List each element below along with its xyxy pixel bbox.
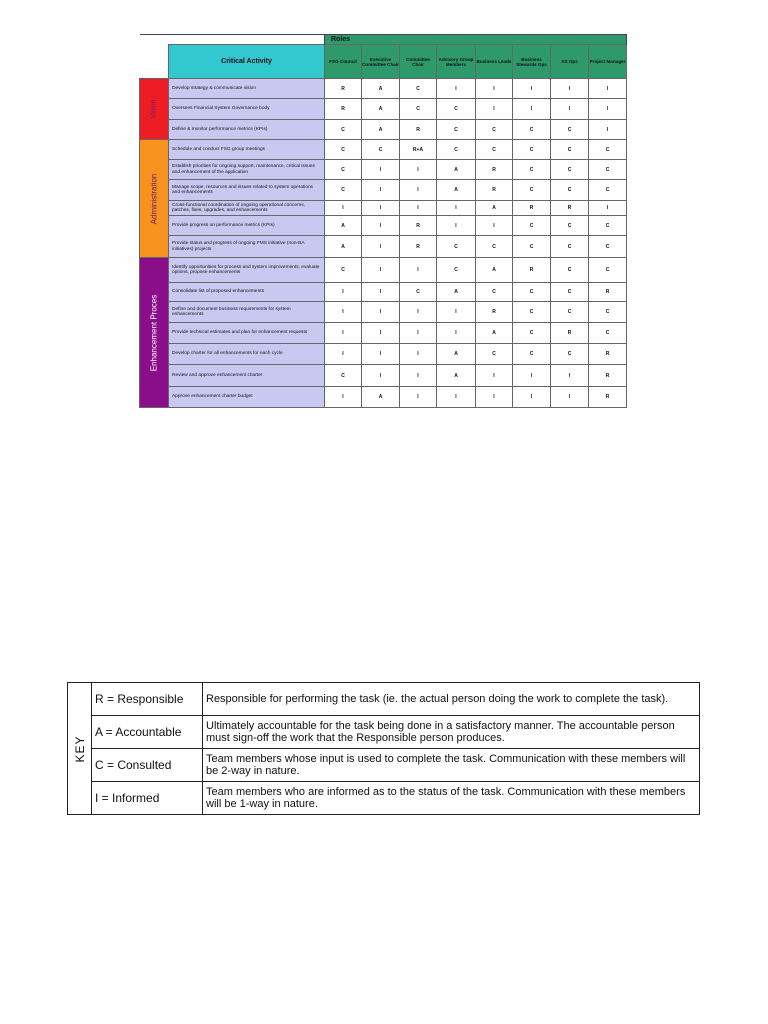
raci-code-cell: R+A [400,140,437,160]
raci-code-cell: C [400,283,437,302]
key-row [68,716,700,749]
raci-code-cell: C [513,216,551,236]
table-row [140,323,627,344]
raci-code-cell: I [362,160,400,180]
raci-code-cell: R [325,79,362,99]
raci-code-cell: R [589,387,627,408]
raci-code-cell: C [513,323,551,344]
key-label: KEY [72,734,87,763]
raci-code-cell: I [362,236,400,258]
roles-label: Roles [325,35,627,45]
raci-code-cell: C [437,140,476,160]
key-description: Ultimately accountable for the task being done in a satisfactory manner. The accountable person must sign-off the work that the Responsible person produces. [203,716,700,749]
table-row [140,236,627,258]
raci-code-cell: A [437,344,476,365]
raci-code-cell: I [362,283,400,302]
raci-code-cell: R [400,216,437,236]
raci-code-cell: R [551,201,589,216]
role-header: Advisory Group Members [437,45,476,79]
raci-code-cell: I [437,323,476,344]
table-row [140,120,627,140]
table-row [140,365,627,387]
raci-code-cell: C [589,180,627,201]
raci-code-cell: I [551,99,589,120]
raci-code-cell: I [325,323,362,344]
phase-label: Vision [150,99,158,119]
key-description: Responsible for performing the task (ie. the actual person doing the work to complete the task). [203,683,700,716]
raci-code-cell: C [551,140,589,160]
table-row [140,201,627,216]
role-header: Business Stewards Ops [513,45,551,79]
raci-code-cell: C [551,216,589,236]
raci-code-cell: C [437,99,476,120]
raci-code-cell: C [325,140,362,160]
raci-code-cell: I [325,387,362,408]
raci-code-cell: C [551,344,589,365]
raci-code-cell: A [476,258,513,283]
raci-code-cell: C [513,302,551,323]
raci-code-cell: I [476,79,513,99]
activity-cell: Approve enhancement charter budget [169,387,325,408]
roles-band-row [140,35,627,45]
raci-code-cell: I [400,365,437,387]
raci-code-cell: C [589,140,627,160]
raci-code-cell: I [362,180,400,201]
activity-cell: Manage scope, resources and issues related to system operations and enhancements [169,180,325,201]
phase-label: Administration [149,173,159,224]
key-term: A = Accountable [92,716,203,749]
raci-code-cell: C [325,365,362,387]
role-header: Project Manager [589,45,627,79]
raci-code-cell: C [551,160,589,180]
raci-code-cell: I [476,387,513,408]
raci-code-cell: C [325,120,362,140]
raci-code-cell: I [362,302,400,323]
raci-code-cell: C [551,283,589,302]
key-description: Team members who are informed as to the status of the task. Communication with these members will be 1-way in nature. [203,782,700,815]
activity-cell: Schedule and conduct FSG group meetings [169,140,325,160]
raci-code-cell: I [589,120,627,140]
raci-code-cell: I [325,344,362,365]
raci-code-cell: C [551,180,589,201]
role-header-row [140,45,627,79]
key-row [68,683,700,716]
raci-code-cell: C [476,236,513,258]
activity-cell: Define and document business requirements for system enhancements [169,302,325,323]
raci-code-cell: C [437,236,476,258]
role-header: AS Ops [551,45,589,79]
activity-cell: Identify opportunities for process and system improvements, evaluate options, propose enhancements [169,258,325,283]
key-side-cell [68,683,92,815]
activity-cell: Provide technical estimates and plan for enhancement requests [169,323,325,344]
raci-code-cell: C [513,120,551,140]
raci-code-cell: C [437,258,476,283]
table-row [140,99,627,120]
raci-code-cell: A [437,180,476,201]
raci-code-cell: I [400,344,437,365]
table-row [140,180,627,201]
raci-code-cell: C [476,283,513,302]
raci-code-cell: R [476,160,513,180]
activity-cell: Provide progress on performance metrics (KPIs) [169,216,325,236]
key-term: R = Responsible [92,683,203,716]
table-row [140,140,627,160]
raci-code-cell: I [400,160,437,180]
raci-code-cell: I [513,79,551,99]
raci-code-cell: I [476,365,513,387]
raci-matrix [139,34,627,408]
critical-activity-header: Critical Activity [169,45,325,79]
raci-code-cell: C [513,140,551,160]
raci-code-cell: I [551,79,589,99]
phase-cell [140,79,169,140]
raci-code-cell: I [513,365,551,387]
raci-code-cell: I [437,216,476,236]
raci-code-cell: A [437,283,476,302]
raci-code-cell: C [589,160,627,180]
activity-cell: Oversees Financial System Governance body [169,99,325,120]
raci-code-cell: I [513,387,551,408]
raci-code-cell: C [325,180,362,201]
key-row [68,749,700,782]
raci-code-cell: A [362,99,400,120]
raci-code-cell: C [551,302,589,323]
raci-code-cell: I [551,365,589,387]
raci-code-cell: C [589,323,627,344]
raci-code-cell: I [362,344,400,365]
table-row [140,216,627,236]
table-row [140,344,627,365]
raci-code-cell: C [325,258,362,283]
raci-code-cell: A [437,365,476,387]
activity-cell: Review and approve enhancement charter [169,365,325,387]
role-header: Committee Chair [400,45,437,79]
raci-code-cell: I [476,216,513,236]
table-row [140,302,627,323]
raci-code-cell: A [437,160,476,180]
raci-code-cell: A [362,387,400,408]
raci-code-cell: C [362,140,400,160]
key-term: C = Consulted [92,749,203,782]
table-row [140,283,627,302]
raci-code-cell: C [513,283,551,302]
raci-code-cell: R [589,344,627,365]
raci-code-cell: I [400,302,437,323]
activity-cell: Establish priorities for ongoing support, maintenance, critical issues and enhancement of the application [169,160,325,180]
raci-code-cell: C [400,99,437,120]
raci-code-cell: C [589,258,627,283]
raci-code-cell: C [437,120,476,140]
table-row [140,160,627,180]
raci-code-cell: I [325,201,362,216]
table-row [140,387,627,408]
table-row [140,79,627,99]
roles-band-spacer [140,35,325,45]
raci-code-cell: R [400,236,437,258]
key-term: I = Informed [92,782,203,815]
raci-code-cell: C [476,120,513,140]
raci-code-cell: C [513,160,551,180]
raci-code-cell: A [325,216,362,236]
raci-code-cell: R [513,258,551,283]
raci-code-cell: C [589,216,627,236]
key-row [68,782,700,815]
raci-code-cell: A [362,79,400,99]
raci-code-cell: I [476,99,513,120]
role-header: Executive Committee Chair [362,45,400,79]
raci-code-cell: C [476,140,513,160]
raci-code-cell: R [476,302,513,323]
raci-key-legend [67,682,700,815]
raci-code-cell: C [551,236,589,258]
raci-code-cell: C [513,180,551,201]
raci-code-cell: I [362,216,400,236]
key-description: Team members whose input is used to complete the task. Communication with these members will be 2-way in nature. [203,749,700,782]
raci-code-cell: I [325,302,362,323]
raci-code-cell: I [362,258,400,283]
activity-cell: Define & monitor performance metrics (KPIs) [169,120,325,140]
raci-code-cell: I [400,323,437,344]
raci-code-cell: C [513,236,551,258]
activity-cell: Cross-functional coordination of ongoing operational concerns, patches, fixes, upgrades, and enhancements [169,201,325,216]
activity-cell: Develop charter for all enhancements for each cycle [169,344,325,365]
raci-code-cell: I [513,99,551,120]
activity-cell: Provide status and progress of ongoing FMS initiative (non-BA initiatives) projects [169,236,325,258]
raci-code-cell: C [476,344,513,365]
table-row [140,258,627,283]
role-header: FSG Council [325,45,362,79]
raci-code-cell: R [400,120,437,140]
raci-code-cell: C [551,120,589,140]
raci-code-cell: I [437,302,476,323]
raci-code-cell: R [589,365,627,387]
raci-code-cell: A [476,323,513,344]
raci-code-cell: A [476,201,513,216]
activity-cell: Develop strategy & communicate vision [169,79,325,99]
raci-code-cell: C [589,236,627,258]
raci-code-cell: A [362,120,400,140]
raci-code-cell: R [551,323,589,344]
raci-code-cell: I [551,387,589,408]
raci-code-cell: I [589,99,627,120]
raci-code-cell: I [437,201,476,216]
raci-code-cell: C [589,302,627,323]
raci-code-cell: I [400,387,437,408]
phase-label: Enhancement Proces [149,294,159,371]
phase-cell [140,258,169,408]
raci-code-cell: R [589,283,627,302]
role-header: Business Leads [476,45,513,79]
raci-code-cell: I [400,201,437,216]
raci-code-cell: A [325,236,362,258]
phase-header-spacer [140,45,169,79]
raci-code-cell: I [437,79,476,99]
raci-code-cell: I [437,387,476,408]
raci-code-cell: I [362,323,400,344]
raci-code-cell: I [400,258,437,283]
raci-code-cell: C [400,79,437,99]
raci-code-cell: C [513,344,551,365]
phase-cell [140,140,169,258]
raci-code-cell: R [513,201,551,216]
raci-code-cell: I [589,79,627,99]
activity-cell: Consolidate list of proposed enhancements [169,283,325,302]
raci-code-cell: I [589,201,627,216]
raci-code-cell: I [362,201,400,216]
raci-code-cell: R [476,180,513,201]
raci-code-cell: I [325,283,362,302]
raci-code-cell: I [400,180,437,201]
raci-code-cell: I [362,365,400,387]
raci-code-cell: C [325,160,362,180]
raci-code-cell: R [325,99,362,120]
raci-code-cell: C [551,258,589,283]
